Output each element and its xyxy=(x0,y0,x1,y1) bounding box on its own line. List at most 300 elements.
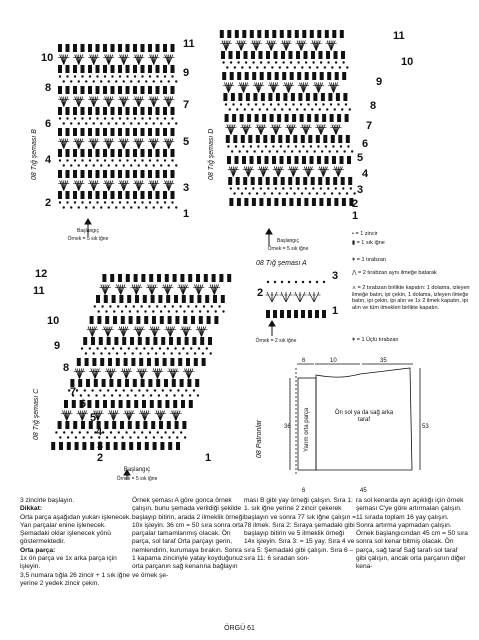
chart-symbol xyxy=(274,108,276,110)
chart-symbol xyxy=(267,187,269,189)
chart-symbol xyxy=(335,72,339,80)
chart-symbol xyxy=(153,442,157,450)
chart-symbol xyxy=(170,358,174,366)
chart-symbol xyxy=(151,347,153,349)
chart-symbol xyxy=(292,114,296,122)
chart-symbol xyxy=(88,107,92,115)
chart-symbol xyxy=(89,201,91,203)
chart-symbol xyxy=(337,103,339,105)
chart-symbol xyxy=(338,135,342,143)
chart-symbol xyxy=(311,51,315,59)
chart-symbol xyxy=(153,122,155,124)
chart-symbol xyxy=(319,108,321,110)
chart-symbol xyxy=(66,107,70,115)
chart-symbol xyxy=(59,442,63,450)
chart-symbol xyxy=(85,80,87,82)
chart-symbol xyxy=(126,159,128,161)
chart-symbol xyxy=(285,114,289,122)
chart-symbol xyxy=(155,352,157,354)
chart-symbol xyxy=(76,389,78,391)
chart-symbol xyxy=(93,352,95,354)
chart-symbol xyxy=(85,358,89,366)
chart-symbol xyxy=(221,51,225,59)
chart-symbol xyxy=(346,192,348,194)
chart-symbol xyxy=(159,347,161,349)
chart-symbol xyxy=(126,149,130,157)
chart-symbol xyxy=(267,72,271,80)
chart-symbol xyxy=(164,75,166,77)
chart-symbol xyxy=(112,421,116,429)
chart-symbol xyxy=(225,114,229,122)
chart-symbol xyxy=(125,305,127,307)
chart-symbol xyxy=(111,170,115,178)
chart-symbol xyxy=(240,114,244,122)
chart-symbol xyxy=(73,191,77,199)
chart-symbol xyxy=(243,177,247,185)
dim-bottom-a: 6 xyxy=(302,488,306,494)
chart-symbol xyxy=(342,198,346,206)
chart-symbol xyxy=(234,66,236,68)
chart-symbol xyxy=(347,145,349,147)
chart-symbol xyxy=(163,65,167,73)
chart-symbol xyxy=(113,316,117,324)
chart-symbol xyxy=(187,305,189,307)
chart-symbol xyxy=(134,201,136,203)
chart-symbol xyxy=(328,150,330,152)
chart-symbol xyxy=(119,394,121,396)
chart-symbol xyxy=(186,352,188,354)
chart-symbol xyxy=(59,75,61,77)
chart-symbol xyxy=(66,201,68,203)
chart-symbol xyxy=(227,145,229,147)
chart-symbol xyxy=(343,93,347,101)
chart-symbol xyxy=(172,379,176,387)
single-crochet-icon: ▮ xyxy=(352,240,356,246)
chart-symbol xyxy=(176,310,178,312)
heading: Orta parça: xyxy=(20,546,56,554)
chart-symbol xyxy=(190,295,194,303)
chart-symbol xyxy=(222,61,224,63)
chart-symbol xyxy=(88,149,92,157)
chart-symbol xyxy=(129,310,131,312)
chart-symbol xyxy=(59,201,61,203)
chart-symbol xyxy=(320,72,324,80)
chart-symbol xyxy=(141,128,145,136)
chart-symbol xyxy=(90,316,94,324)
dim-top-c: 35 xyxy=(380,358,387,364)
chart-symbol xyxy=(133,44,137,52)
chart-symbol xyxy=(130,164,132,166)
chart-symbol xyxy=(334,198,338,206)
chart-symbol xyxy=(153,206,155,208)
chart-symbol xyxy=(353,192,355,194)
chart-a-repeat: Örnek = 2 sık iğne xyxy=(255,338,297,344)
decrease-icon: ⋏ xyxy=(352,285,357,291)
chart-symbol xyxy=(253,150,255,152)
chart-symbol xyxy=(286,192,288,194)
row-number: 1 xyxy=(352,210,359,222)
chart-symbol xyxy=(315,103,317,105)
row-number: 10 xyxy=(401,56,414,68)
chart-symbol xyxy=(155,358,159,366)
chart-symbol xyxy=(152,316,156,324)
row-number: 3 xyxy=(357,184,364,196)
chart-symbol xyxy=(282,198,286,206)
chart-symbol xyxy=(267,198,271,206)
chart-symbol xyxy=(100,358,104,366)
chart-symbol xyxy=(171,170,175,178)
chart-symbol xyxy=(94,305,96,307)
chart-symbol xyxy=(148,107,152,115)
chart-symbol xyxy=(182,421,186,429)
chart-symbol xyxy=(156,86,160,94)
chart-symbol xyxy=(195,305,197,307)
chart-symbol xyxy=(199,310,201,312)
chart-symbol xyxy=(134,274,138,282)
chart-symbol xyxy=(233,192,235,194)
chart-symbol xyxy=(245,187,247,189)
chart-symbol xyxy=(70,206,72,208)
chart-symbol xyxy=(85,164,87,166)
chart-symbol xyxy=(310,30,314,38)
chart-symbol xyxy=(232,103,234,105)
chart-symbol xyxy=(109,305,111,307)
chart-b-symbols xyxy=(58,44,177,209)
chart-symbol xyxy=(86,379,90,387)
chart-symbol xyxy=(158,295,162,303)
chart-symbol xyxy=(145,442,149,450)
chart-symbol xyxy=(94,379,98,387)
chart-symbol xyxy=(220,30,224,38)
chart-symbol xyxy=(301,135,305,143)
chart-symbol xyxy=(316,66,318,68)
chart-symbol xyxy=(119,75,121,77)
chart-symbol xyxy=(133,170,137,178)
chart-symbol xyxy=(186,358,190,366)
chart-symbol xyxy=(235,30,239,38)
chart-symbol xyxy=(197,295,201,303)
chart-symbol xyxy=(332,145,334,147)
chart-symbol xyxy=(126,65,130,73)
chart-symbol xyxy=(74,75,76,77)
chart-symbol xyxy=(66,44,70,52)
chart-symbol xyxy=(168,436,170,438)
chart-symbol xyxy=(81,117,83,119)
chart-symbol xyxy=(168,122,170,124)
chart-symbol xyxy=(108,352,110,354)
chart-symbol xyxy=(245,61,247,63)
chart-symbol xyxy=(286,135,290,143)
chart-symbol xyxy=(51,442,55,450)
chart-symbol xyxy=(103,400,107,408)
chart-symbol xyxy=(126,86,130,94)
chart-d-repeat: Örnek = 5 sık iğne xyxy=(267,246,309,252)
chart-symbol xyxy=(67,442,71,450)
chart-symbol xyxy=(207,316,211,324)
row-number: 1 xyxy=(332,305,339,317)
row-number: 5 xyxy=(357,152,364,164)
chart-symbol xyxy=(325,145,327,147)
chart-symbol xyxy=(81,191,85,199)
chart-symbol xyxy=(144,310,146,312)
row-number: 7 xyxy=(70,386,77,398)
chart-symbol xyxy=(342,187,344,189)
chart-symbol xyxy=(138,206,140,208)
chart-symbol xyxy=(83,337,87,345)
chart-symbol xyxy=(241,135,245,143)
chart-symbol xyxy=(111,65,115,73)
chart-symbol xyxy=(230,72,234,80)
legend-text: = 2 tırabzan aynı ilmeğe batarak xyxy=(358,270,437,276)
chart-symbol xyxy=(263,135,267,143)
chart-symbol xyxy=(125,431,127,433)
chart-symbol xyxy=(197,394,199,396)
chart-symbol xyxy=(176,436,178,438)
chart-symbol xyxy=(260,61,262,63)
chart-symbol xyxy=(333,177,337,185)
chart-symbol xyxy=(86,431,88,433)
chart-symbol xyxy=(248,135,252,143)
row-number: 4 xyxy=(362,168,369,180)
chart-symbol xyxy=(233,135,237,143)
chart-symbol xyxy=(257,156,261,164)
chart-symbol xyxy=(119,117,121,119)
paragraph: Orta parça aşağıdan yukarı işlenecek. Yan parçalar enine işlenecek. Şemadaki oklar işlenecek yönü göstermektedir. xyxy=(20,513,132,546)
chart-symbol xyxy=(242,156,246,164)
chart-symbol xyxy=(143,421,147,429)
chart-symbol xyxy=(158,394,160,396)
chart-symbol xyxy=(202,352,204,354)
chart-symbol xyxy=(242,145,244,147)
chart-symbol xyxy=(293,192,295,194)
chart-symbol xyxy=(340,145,342,147)
chart-symbol xyxy=(174,295,178,303)
chart-symbol xyxy=(307,103,309,105)
chart-c-title: 08 Tığ şeması C xyxy=(33,388,40,440)
chart-symbol xyxy=(180,274,184,282)
chart-symbol xyxy=(95,400,99,408)
chart-symbol xyxy=(108,164,110,166)
chart-symbol xyxy=(150,400,154,408)
chart-c-repeat: Örnek = 5 sık iğne xyxy=(116,476,158,482)
chart-symbol xyxy=(99,389,101,391)
row-number: 5 xyxy=(90,412,97,424)
chart-symbol xyxy=(66,128,70,136)
dim-left: 36 xyxy=(284,424,291,430)
chart-symbol xyxy=(146,389,148,391)
chart-symbol xyxy=(321,93,325,101)
chart-symbol xyxy=(248,192,250,194)
chart-symbol xyxy=(336,93,340,101)
chart-symbol xyxy=(222,310,224,312)
chart-symbol xyxy=(129,442,133,450)
row-number: 3 xyxy=(183,182,190,194)
chart-symbol xyxy=(215,310,217,312)
chart-symbol xyxy=(126,201,128,203)
chart-symbol xyxy=(231,93,235,101)
chart-symbol xyxy=(253,93,257,101)
chart-symbol xyxy=(156,159,158,161)
chart-symbol xyxy=(96,44,100,52)
chart-symbol xyxy=(78,379,82,387)
chart-symbol xyxy=(111,107,115,115)
chart-symbol xyxy=(111,128,115,136)
chart-symbol xyxy=(152,310,154,312)
chart-symbol xyxy=(349,108,351,110)
chart-symbol xyxy=(211,305,213,307)
chart-symbol xyxy=(236,177,240,185)
chart-symbol xyxy=(323,135,327,143)
chart-symbol xyxy=(262,103,264,105)
chart-symbol xyxy=(63,431,65,433)
chart-symbol xyxy=(238,93,242,101)
paragraph: ra sol kenarda ayrı açıklığı için örnek şeması C'ye göre artırmaları çalışın. 11 sırada toplam 16 yay çalışın. Sonra artırma yapmadan çalışın. Örnek başlangıcından 45 cm = 50 sıra sonra sol kenar bitmiş olacak. Ön parça, sağ taraf Sağ tarafı sol taraf gibi çalışın, ancak orta parçanın diğer kena- xyxy=(356,497,468,571)
chart-symbol xyxy=(103,107,107,115)
row-number: 8 xyxy=(63,362,70,374)
chart-symbol xyxy=(156,117,158,119)
chart-symbol xyxy=(134,75,136,77)
chart-symbol xyxy=(151,295,155,303)
chart-symbol xyxy=(164,201,166,203)
chart-symbol xyxy=(207,310,209,312)
chart-symbol xyxy=(96,107,100,115)
chart-symbol xyxy=(164,379,168,387)
chart-symbol xyxy=(171,159,173,161)
chart-symbol xyxy=(290,72,294,80)
chart-symbol xyxy=(115,164,117,166)
chart-symbol xyxy=(307,114,311,122)
row-number: 12 xyxy=(35,268,48,280)
chart-symbol xyxy=(283,150,285,152)
chart-symbol xyxy=(137,436,139,438)
text-column-3 xyxy=(244,497,356,563)
chart-symbol xyxy=(282,187,284,189)
chart-symbol xyxy=(156,201,158,203)
chart-symbol xyxy=(110,431,112,433)
chart-symbol xyxy=(164,117,166,119)
chart-symbol xyxy=(160,316,164,324)
chart-symbol xyxy=(58,191,62,199)
chart-symbol xyxy=(177,337,181,345)
chart-symbol xyxy=(168,316,172,324)
chart-symbol xyxy=(273,177,277,185)
chart-symbol xyxy=(126,400,130,408)
legend-item xyxy=(352,270,470,277)
chart-symbol xyxy=(193,389,195,391)
chart-symbol xyxy=(242,30,246,38)
chart-symbol xyxy=(133,305,135,307)
chart-symbol xyxy=(74,201,76,203)
chart-symbol xyxy=(291,150,293,152)
chart-symbol xyxy=(138,164,140,166)
chart-symbol xyxy=(337,114,341,122)
chart-symbol xyxy=(277,103,279,105)
chart-symbol xyxy=(121,310,123,312)
chart-symbol xyxy=(160,80,162,82)
chart-symbol xyxy=(288,281,290,283)
chart-a-symbols xyxy=(266,281,327,318)
chart-symbol xyxy=(306,150,308,152)
chart-symbol xyxy=(130,122,132,124)
chart-symbol xyxy=(104,117,106,119)
chart-symbol xyxy=(133,191,137,199)
chart-symbol xyxy=(138,80,140,82)
chart-symbol xyxy=(252,198,256,206)
chart-symbol xyxy=(81,107,85,115)
chart-symbol xyxy=(98,310,100,312)
chart-symbol xyxy=(319,51,323,59)
chart-symbol xyxy=(141,86,145,94)
chart-symbol xyxy=(163,107,167,115)
chart-symbol xyxy=(198,347,200,349)
chart-symbol xyxy=(96,86,100,94)
chart-symbol xyxy=(90,442,94,450)
chart-symbol xyxy=(108,122,110,124)
chart-symbol xyxy=(271,66,273,68)
chart-symbol xyxy=(125,379,129,387)
chart-symbol xyxy=(171,149,175,157)
chart-symbol xyxy=(136,316,140,324)
chart-symbol xyxy=(274,198,278,206)
chart-symbol xyxy=(93,164,95,166)
chart-symbol xyxy=(71,431,73,433)
chart-symbol xyxy=(66,149,70,157)
chart-symbol xyxy=(118,191,122,199)
chart-symbol xyxy=(326,51,330,59)
chart-symbol xyxy=(259,51,263,59)
chart-symbol xyxy=(119,295,123,303)
chart-symbol xyxy=(143,295,147,303)
chart-symbol xyxy=(314,292,319,302)
chart-symbol xyxy=(204,274,208,282)
chart-symbol xyxy=(66,86,70,94)
chart-symbol xyxy=(309,292,314,302)
chart-symbol xyxy=(148,191,152,199)
chart-symbol xyxy=(287,156,291,164)
chart-symbol xyxy=(87,400,91,408)
chart-symbol xyxy=(325,156,329,164)
chart-symbol xyxy=(251,51,255,59)
chart-symbol xyxy=(141,159,143,161)
dim-right: 53 xyxy=(422,424,429,430)
chart-symbol xyxy=(112,347,114,349)
chart-symbol xyxy=(133,431,135,433)
chart-symbol xyxy=(250,30,254,38)
chart-symbol xyxy=(119,201,121,203)
chart-symbol xyxy=(70,164,72,166)
chart-symbol xyxy=(120,421,124,429)
chart-symbol xyxy=(246,150,248,152)
chart-symbol xyxy=(141,117,143,119)
chart-symbol xyxy=(330,103,332,105)
chart-symbol xyxy=(278,192,280,194)
chart-symbol xyxy=(175,80,177,82)
chart-symbol xyxy=(218,305,220,307)
chart-symbol xyxy=(159,421,163,429)
chart-symbol xyxy=(83,436,85,438)
chart-symbol xyxy=(260,72,264,80)
row-number: 2 xyxy=(257,287,264,299)
chart-symbol xyxy=(267,281,269,283)
chart-symbol xyxy=(346,135,350,143)
chart-symbol xyxy=(148,65,152,73)
chart-symbol xyxy=(115,389,117,391)
legend-item xyxy=(352,257,472,264)
chart-symbol xyxy=(208,337,212,345)
chart-symbol xyxy=(278,135,282,143)
chart-symbol xyxy=(172,305,174,307)
chart-symbol xyxy=(222,72,226,80)
